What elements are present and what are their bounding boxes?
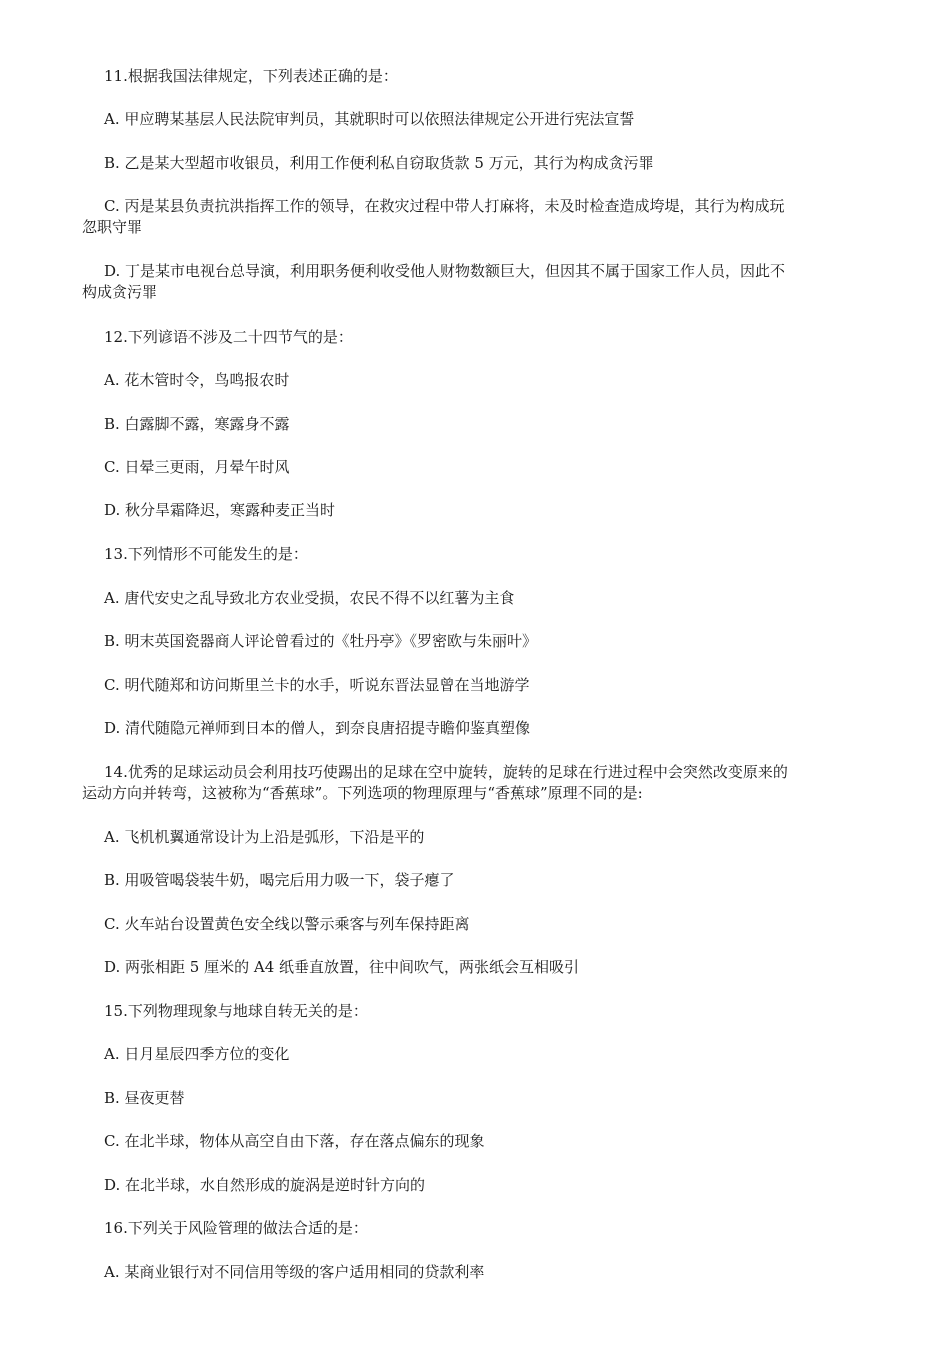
question-12-option-a: A. 花木管时令，鸟鸣报农时	[104, 371, 290, 389]
question-15-option-a: A. 日月星辰四季方位的变化	[104, 1045, 290, 1063]
question-15-option-b: B. 昼夜更替	[104, 1089, 185, 1107]
question-14-stem: 14.优秀的足球运动员会利用技巧使踢出的足球在空中旋转，旋转的足球在行进过程中会突然改变原来的	[104, 763, 788, 781]
question-14-stem-cont: 运动方向并转弯，这被称为“香蕉球”。下列选项的物理原理与“香蕉球”原理不同的是:	[82, 784, 643, 802]
question-11-option-d-cont: 构成贪污罪	[82, 283, 158, 301]
question-15-stem: 15.下列物理现象与地球自转无关的是：	[104, 1002, 368, 1020]
question-15-option-c: C. 在北半球，物体从高空自由下落，存在落点偏东的现象	[104, 1132, 485, 1150]
question-11-option-c: C. 丙是某县负责抗洪指挥工作的领导，在救灾过程中带人打麻将，未及时检查造成垮堤，其行为构成玩	[104, 197, 785, 215]
question-11-stem: 11.根据我国法律规定，下列表述正确的是：	[104, 67, 398, 85]
question-15-option-d: D. 在北半球，水自然形成的旋涡是逆时针方向的	[104, 1176, 426, 1194]
question-12-option-b: B. 白露脚不露，寒露身不露	[104, 415, 290, 433]
question-13-option-c: C. 明代随郑和访问斯里兰卡的水手，听说东晋法显曾在当地游学	[104, 676, 530, 694]
question-14-option-b: B. 用吸管喝袋装牛奶，喝完后用力吸一下，袋子瘪了	[104, 871, 455, 889]
question-16-stem: 16.下列关于风险管理的做法合适的是：	[104, 1219, 368, 1237]
question-13-option-b: B. 明末英国瓷器商人评论曾看过的《牡丹亭》《罗密欧与朱丽叶》	[104, 632, 538, 650]
question-11-option-a: A. 甲应聘某基层人民法院审判员，其就职时可以依照法律规定公开进行宪法宣誓	[104, 110, 635, 128]
question-13-stem: 13.下列情形不可能发生的是：	[104, 545, 308, 563]
question-12-option-d: D. 秋分旱霜降迟，寒露种麦正当时	[104, 501, 336, 519]
question-11-option-d: D. 丁是某市电视台总导演，利用职务便利收受他人财物数额巨大，但因其不属于国家工作人员，因此不	[104, 262, 786, 280]
question-11-option-c-cont: 忽职守罪	[82, 218, 143, 236]
question-12-stem: 12.下列谚语不涉及二十四节气的是：	[104, 328, 353, 346]
question-14-option-a: A. 飞机机翼通常设计为上沿是弧形，下沿是平的	[104, 828, 425, 846]
question-11-option-b: B. 乙是某大型超市收银员，利用工作便利私自窃取货款 5 万元，其行为构成贪污罪	[104, 154, 654, 172]
question-16-option-a: A. 某商业银行对不同信用等级的客户适用相同的贷款利率	[104, 1263, 485, 1281]
question-13-option-a: A. 唐代安史之乱导致北方农业受损，农民不得不以红薯为主食	[104, 589, 515, 607]
question-14-option-c: C. 火车站台设置黄色安全线以警示乘客与列车保持距离	[104, 915, 470, 933]
question-12-option-c: C. 日晕三更雨，月晕午时风	[104, 458, 290, 476]
question-14-option-d: D. 两张相距 5 厘米的 A4 纸垂直放置，往中间吹气，两张纸会互相吸引	[104, 958, 580, 976]
question-13-option-d: D. 清代随隐元禅师到日本的僧人，到奈良唐招提寺瞻仰鉴真塑像	[104, 719, 531, 737]
